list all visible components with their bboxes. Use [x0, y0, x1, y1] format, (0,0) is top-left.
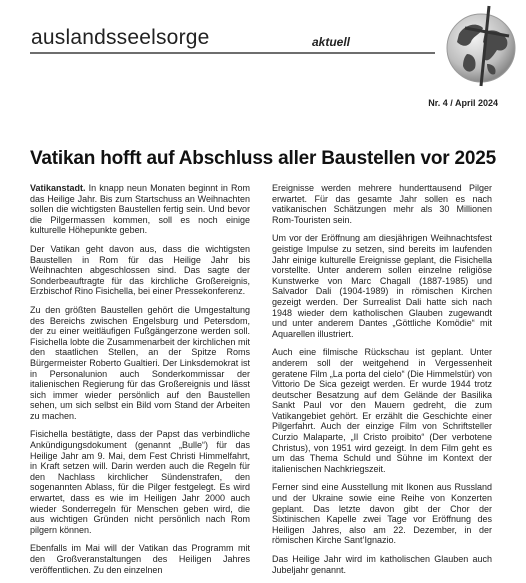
article-column-left [30, 183, 250, 583]
paragraph: Ferner sind eine Ausstellung mit Ikonen aus Russland und der Ukraine sowie eine Reihe von Konzerten geplant. Das letzte davon gibt der Chor der Sixtinischen Kapelle zwei Tage vor Eröffnung des Heiligen Jahres, also am 22. Dezember, in der römischen Kirche Sant’Ignazio. [272, 482, 492, 546]
brand-title: auslandsseelsorge [31, 26, 210, 49]
dateline: Vatikanstadt. [30, 183, 86, 193]
paragraph: Das Heilige Jahr wird im katholischen Glauben auch Jubeljahr genannt. [272, 554, 492, 575]
paragraph: Auch eine filmische Rückschau ist geplant. Unter anderem soll der weitgehend in Vergessenheit geratene Film „La porta del cielo“ (Die Himmelstür) von Vittorio De Sica gezeigt werden. Er wurde 1944 trotz deutscher Besatzung auf dem Gelände der Basilika Sankt Paul vor den Mauern gedreht, die zum Vatikangebiet gehört. Er erzählt die Geschichte einer Pilgerfahrt. Auch der einzige Film von Schriftsteller Curzio Malaparte, „Il Cristo proibito“ (Der verbotene Christus), von 1951 wird gezeigt. In dem Film geht es um das Thema Schuld und Sühne im Kontext der italienischen Nachkriegszeit. [272, 347, 492, 474]
section-label: aktuell [312, 35, 351, 49]
paragraph: Um vor der Eröffnung am diesjährigen Weihnachtsfest geistige Impulse zu setzen, sind bereits im laufenden Jahr einige kulturelle Ereignisse geplant, die Fisichella vorstellte. Unter anderem sollen einzelne religiöse Kunstwerke von Marc Chagall (1887-1985) und Salvador Dali (1904-1989) in römischen Kirchen gezeigt werden. Der Surrealist Dali hatte sich nach 1948 wieder dem katholischen Glauben zugewandt und unter anderem Dantes „Göttliche Komödie“ mit Aquarellen illustriert. [272, 233, 492, 339]
lead-text: In knapp neun Monaten beginnt in Rom das Heilige Jahr. Bis zum Startschuss an Weihnachten sollen die wichtigsten Baustellen fertig sein. Und bevor die Pilgermassen kommen, soll es noch einige kulturelle Höhepunkte geben. [30, 183, 250, 236]
paragraph: Ebenfalls im Mai will der Vatikan das Programm mit den Großveranstaltungen des Heiligen Jahres veröffentlichen. Zu den einzelnen [30, 543, 250, 575]
paragraph: Fisichella bestätigte, dass der Papst das verbindliche Ankündigungsdokument (genannt „Bulle“) für das Heilige Jahr am 9. Mai, dem Fest Christi Himmelfahrt, in Kraft setzen will. Darin werden auch die Regeln für den Nachlass kirchlicher Sündenstrafen, den sogenannten Ablass, für die Pilger festgelegt. Es wird erwartet, dass es wie im Heiligen Jahr 2000 auch wieder Sonderregeln für Menschen geben wird, die aus wichtigen Gründen nicht persönlich nach Rom pilgern können. [30, 429, 250, 535]
issue-number: Nr. 4 / April 2024 [428, 98, 498, 108]
lead-paragraph [30, 183, 250, 236]
page-header [0, 0, 526, 108]
paragraph: Zu den größten Baustellen gehört die Umgestaltung des Bereichs zwischen Engelsburg und Petersdom, der zu einer weitläufigen Fußgängerzone werden soll. Fisichella lobte die Zusammenarbeit der kirchlichen mit den staatlichen Stellen, an der Spitze Roms Bürgermeister Roberto Gualtieri. Der Linksdemokrat ist in Personalunion auch Sonderkommissar der italienischen Regierung für das Großereignis und lässt sich immer wieder persönlich auf den Baustellen sehen, um sich selbst ein Bild vom Stand der Arbeiten zu machen. [30, 304, 250, 421]
article-headline: Vatikan hofft auf Abschluss aller Baustellen vor 2025 [30, 148, 496, 169]
paragraph: Der Vatikan geht davon aus, dass die wichtigsten Baustellen in Rom für das Heilige Jahr bis Weihnachten abgeschlossen sind. Das sagte der Sonderbeauftragte für das kirchliche Großereignis, Erzbischof Rino Fisichella, bei einer Pressekonferenz. [30, 243, 250, 297]
header-rule [30, 52, 435, 54]
article-column-right [272, 183, 492, 583]
paragraph: Ereignisse werden mehrere hunderttausend Pilger erwartet. Für das gesamte Jahr sollen es nach vatikanischen Schätzungen mehr als 30 Millionen Rom-Touristen sein. [272, 183, 492, 225]
globe-icon [437, 2, 525, 90]
